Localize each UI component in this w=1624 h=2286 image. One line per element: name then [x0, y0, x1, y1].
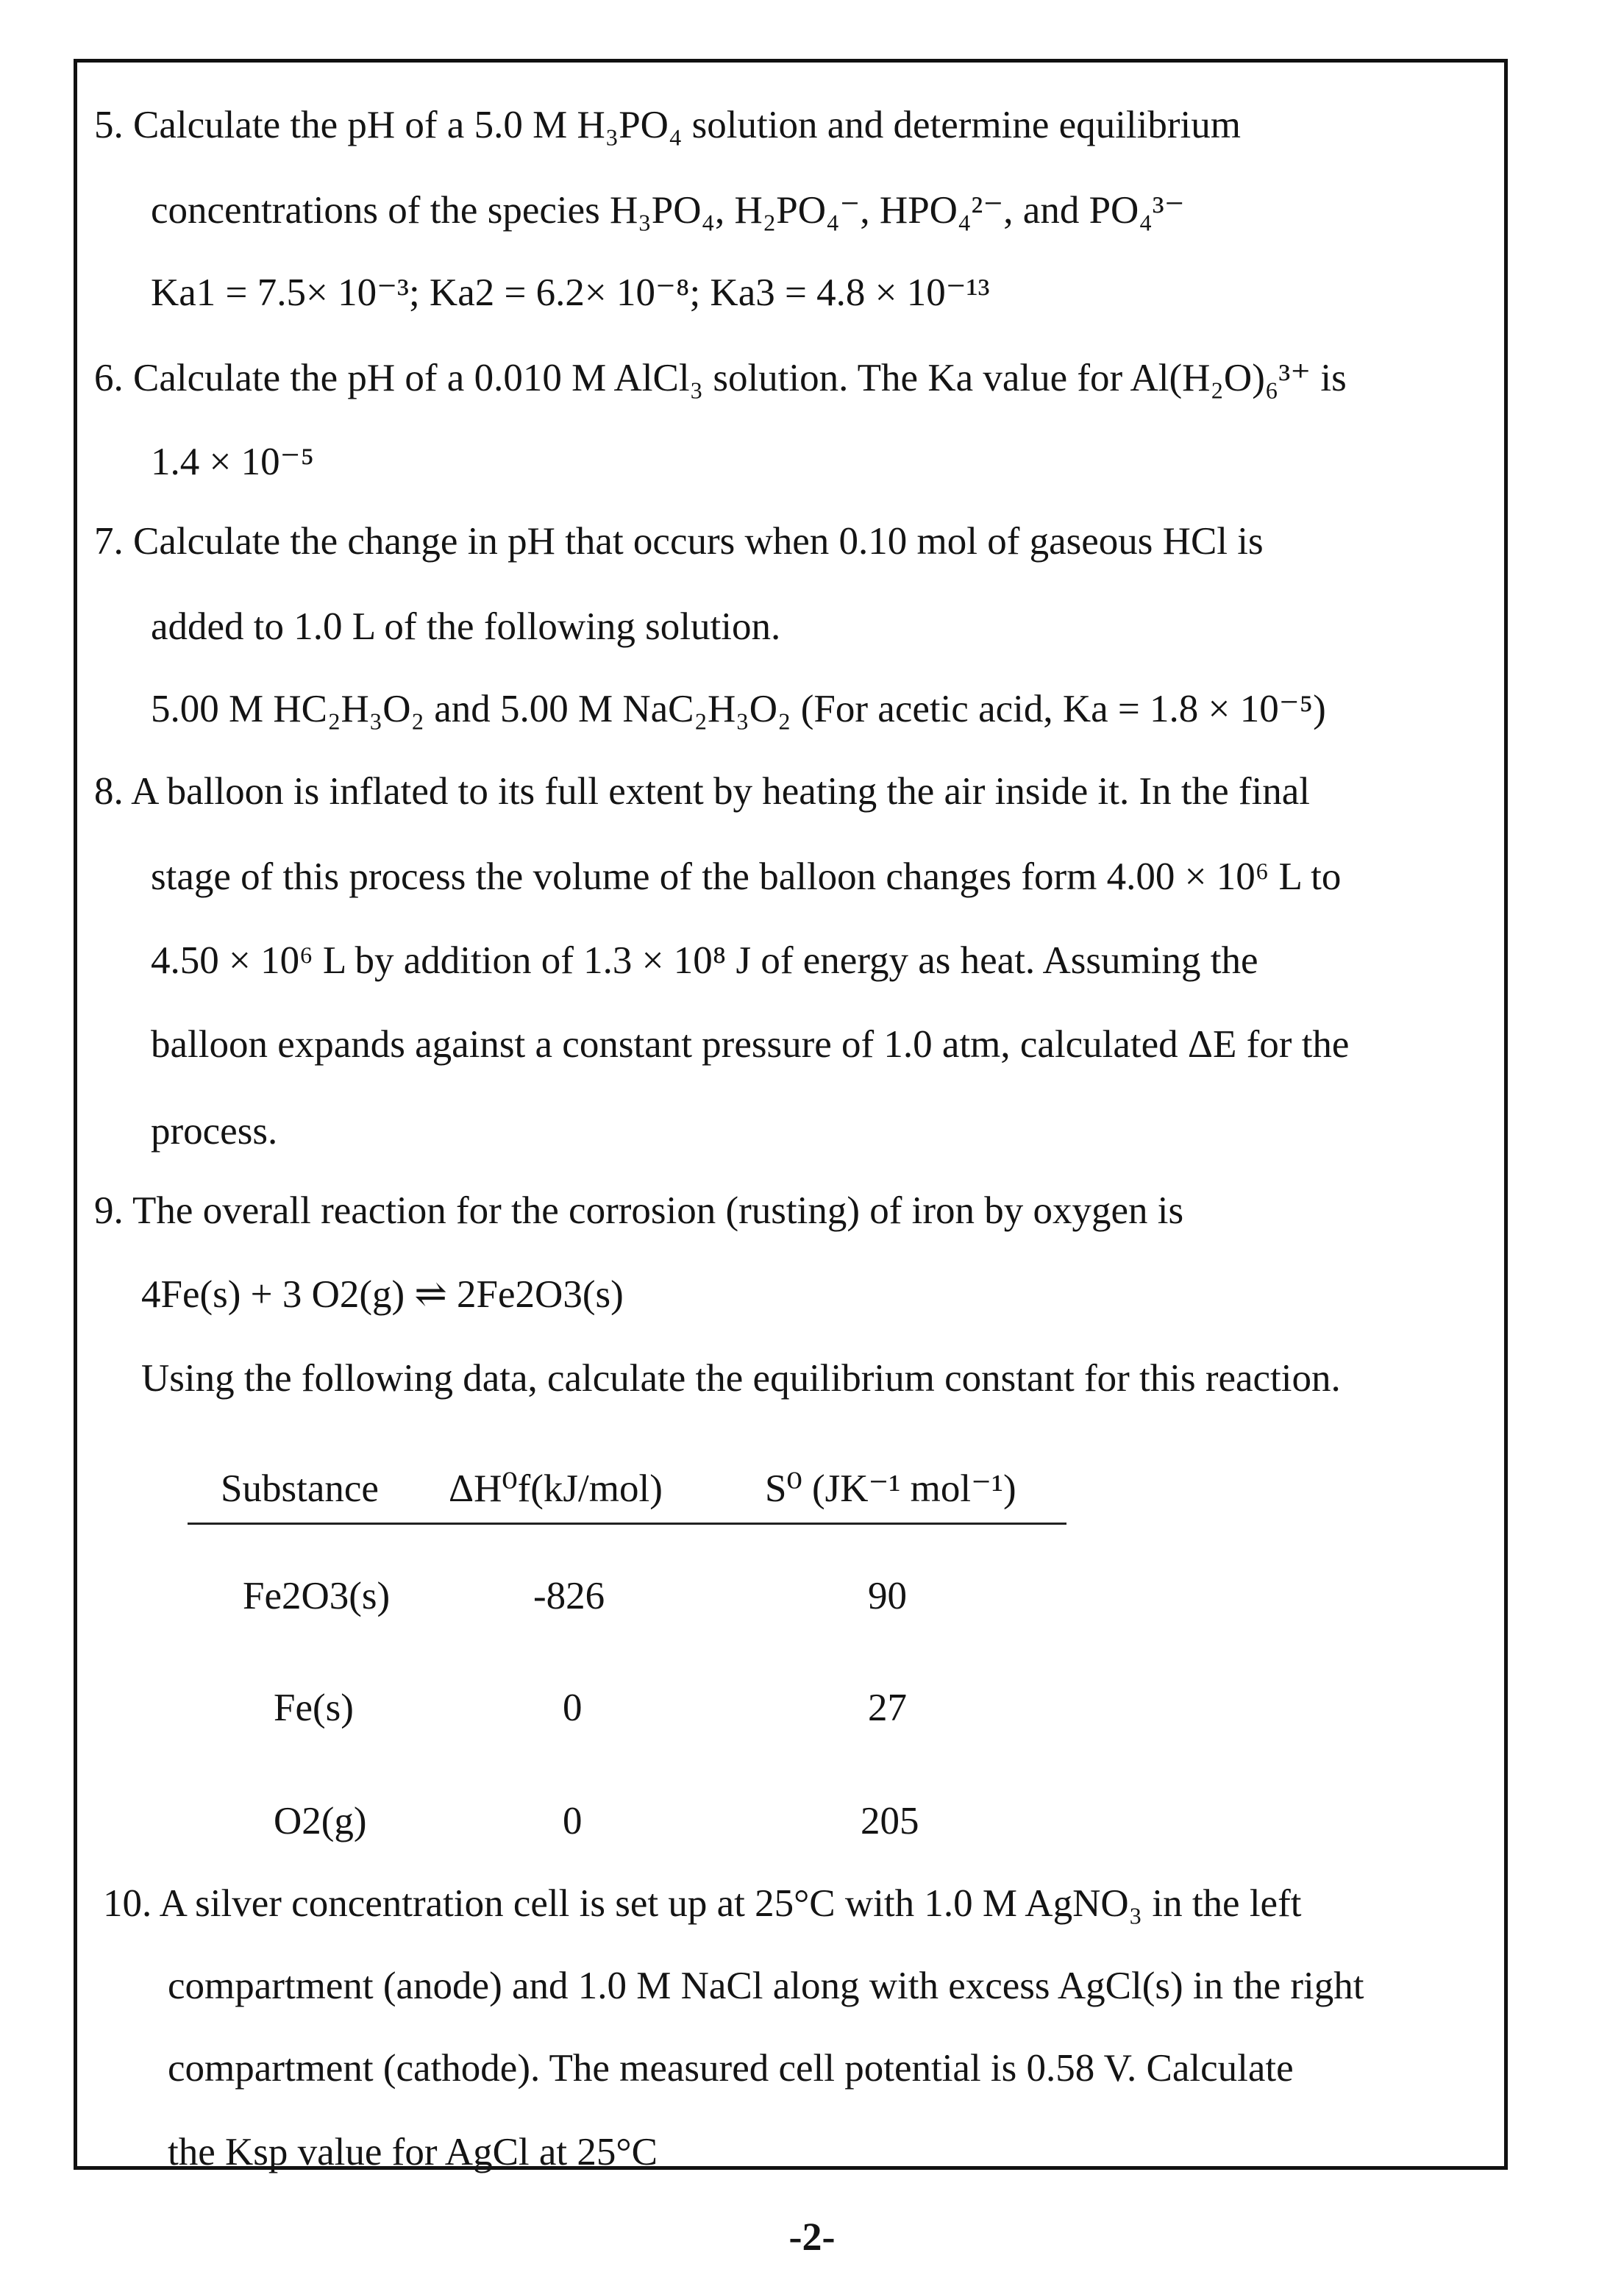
table-header-entropy: S⁰ (JK⁻¹ mol⁻¹) — [765, 1467, 1016, 1510]
q7-line-1: 7. Calculate the change in pH that occurs when 0.10 mol of gaseous HCl is — [94, 520, 1264, 563]
table-header-rule — [188, 1523, 1066, 1525]
q6-line-2: 1.4 × 10⁻⁵ — [151, 441, 315, 483]
q7-line-3: 5.00 M HC₂H₃O₂ and 5.00 M NaC₂H₃O₂ (For acetic acid, Ka = 1.8 × 10⁻⁵) — [151, 688, 1326, 730]
table-header-substance: Substance — [221, 1467, 379, 1510]
table-row-substance: O2(g) — [274, 1800, 367, 1842]
q8-line-2: stage of this process the volume of the balloon changes form 4.00 × 10⁶ L to — [151, 855, 1342, 898]
q8-line-3: 4.50 × 10⁶ L by addition of 1.3 × 10⁸ J of energy as heat. Assuming the — [151, 939, 1258, 982]
q8-line-4: balloon expands against a constant pressure of 1.0 atm, calculated ΔE for the — [151, 1023, 1350, 1066]
q10-line-2: compartment (anode) and 1.0 M NaCl along with excess AgCl(s) in the right — [168, 1965, 1364, 2007]
page-number: -2- — [788, 2215, 836, 2259]
table-row-enthalpy: 0 — [563, 1687, 583, 1729]
q5-line-1: 5. Calculate the pH of a 5.0 M H₃PO₄ solution and determine equilibrium — [94, 104, 1241, 146]
q5-line-2: concentrations of the species H₃PO₄, H₂PO₄⁻, HPO₄²⁻, and PO₄³⁻ — [151, 189, 1185, 232]
q9-line-1: 9. The overall reaction for the corrosion (rusting) of iron by oxygen is — [94, 1189, 1184, 1232]
table-row-enthalpy: -826 — [533, 1575, 605, 1617]
table-row-enthalpy: 0 — [563, 1800, 583, 1842]
table-row-substance: Fe(s) — [274, 1687, 354, 1729]
q10-line-1: 10. A silver concentration cell is set up at 25°C with 1.0 M AgNO₃ in the left — [103, 1882, 1302, 1925]
q8-line-1: 8. A balloon is inflated to its full extent by heating the air inside it. In the final — [94, 770, 1310, 813]
q10-line-3: compartment (cathode). The measured cell potential is 0.58 V. Calculate — [168, 2047, 1294, 2090]
q9-reaction: 4Fe(s) + 3 O2(g) ⇌ 2Fe2O3(s) — [141, 1273, 624, 1316]
q6-line-1: 6. Calculate the pH of a 0.010 M AlCl₃ solution. The Ka value for Al(H₂O)₆³⁺ is — [94, 357, 1347, 399]
q10-line-4: the Ksp value for AgCl at 25°C — [168, 2131, 658, 2173]
q8-line-5: process. — [151, 1110, 278, 1153]
q5-line-3: Ka1 = 7.5× 10⁻³; Ka2 = 6.2× 10⁻⁸; Ka3 = 4.8 × 10⁻¹³ — [151, 271, 990, 314]
table-row-substance: Fe2O3(s) — [243, 1575, 391, 1617]
table-row-entropy: 27 — [868, 1687, 907, 1729]
table-header-enthalpy: ΔH⁰f(kJ/mol) — [449, 1467, 663, 1510]
q9-line-3: Using the following data, calculate the equilibrium constant for this reaction. — [141, 1357, 1341, 1400]
q7-line-2: added to 1.0 L of the following solution. — [151, 605, 781, 648]
table-row-entropy: 90 — [868, 1575, 907, 1617]
table-row-entropy: 205 — [861, 1800, 919, 1842]
